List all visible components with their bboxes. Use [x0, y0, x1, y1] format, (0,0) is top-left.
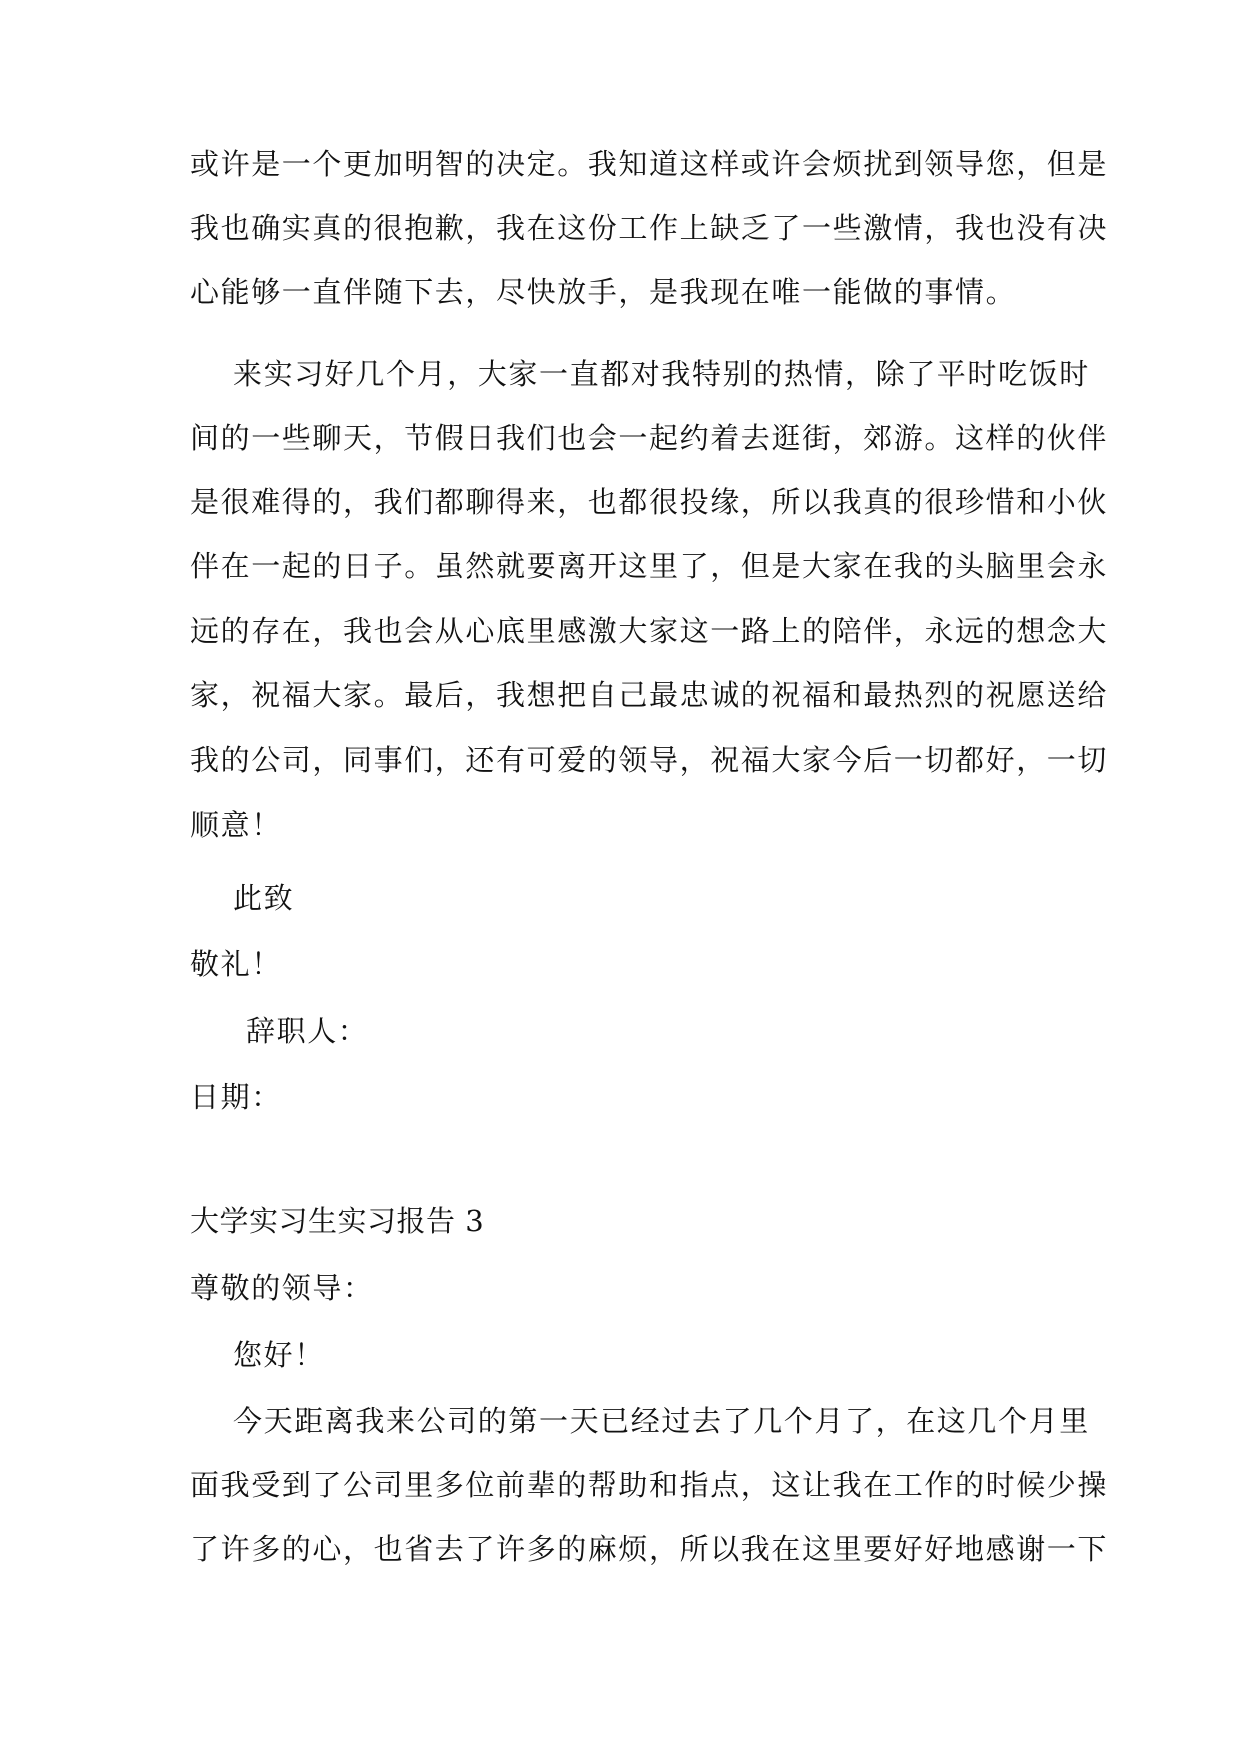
paragraph-line: 面我受到了公司里多位前辈的帮助和指点，这让我在工作的时候少操 — [190, 1468, 1109, 1502]
closing-salutation: 此致 — [233, 881, 295, 915]
paragraph-line: 远的存在，我也会从心底里感激大家这一路上的陪伴，永远的想念大 — [190, 614, 1109, 648]
greeting-line: 您好！ — [233, 1338, 325, 1372]
paragraph-line: 来实习好几个月，大家一直都对我特别的热情，除了平时吃饭时 — [233, 357, 1090, 391]
paragraph-line: 了许多的心，也省去了许多的麻烦，所以我在这里要好好地感谢一下 — [190, 1532, 1109, 1566]
paragraph-line: 顺意！ — [190, 808, 282, 842]
closing-regards: 敬礼！ — [190, 947, 282, 981]
paragraph-line: 我也确实真的很抱歉，我在这份工作上缺乏了一些激情，我也没有决 — [190, 211, 1109, 245]
greeting: 尊敬的领导： — [190, 1271, 374, 1305]
paragraph-line: 是很难得的，我们都聊得来，也都很投缘，所以我真的很珍惜和小伙 — [190, 485, 1109, 519]
paragraph-line: 家，祝福大家。最后，我想把自己最忠诚的祝福和最热烈的祝愿送给 — [190, 678, 1109, 712]
signature-label: 辞职人： — [246, 1014, 369, 1048]
paragraph-line: 心能够一直伴随下去，尽快放手，是我现在唯一能做的事情。 — [190, 275, 1017, 309]
paragraph-line: 伴在一起的日子。虽然就要离开这里了，但是大家在我的头脑里会永 — [190, 549, 1109, 583]
date-label: 日期： — [190, 1080, 282, 1114]
paragraph-line: 我的公司，同事们，还有可爱的领导，祝福大家今后一切都好，一切 — [190, 743, 1109, 777]
section-title: 大学实习生实习报告 3 — [190, 1204, 485, 1238]
paragraph-line: 间的一些聊天，节假日我们也会一起约着去逛街，郊游。这样的伙伴 — [190, 421, 1109, 455]
paragraph-line: 今天距离我来公司的第一天已经过去了几个月了，在这几个月里 — [233, 1404, 1090, 1438]
paragraph-line: 或许是一个更加明智的决定。我知道这样或许会烦扰到领导您，但是 — [190, 147, 1109, 181]
